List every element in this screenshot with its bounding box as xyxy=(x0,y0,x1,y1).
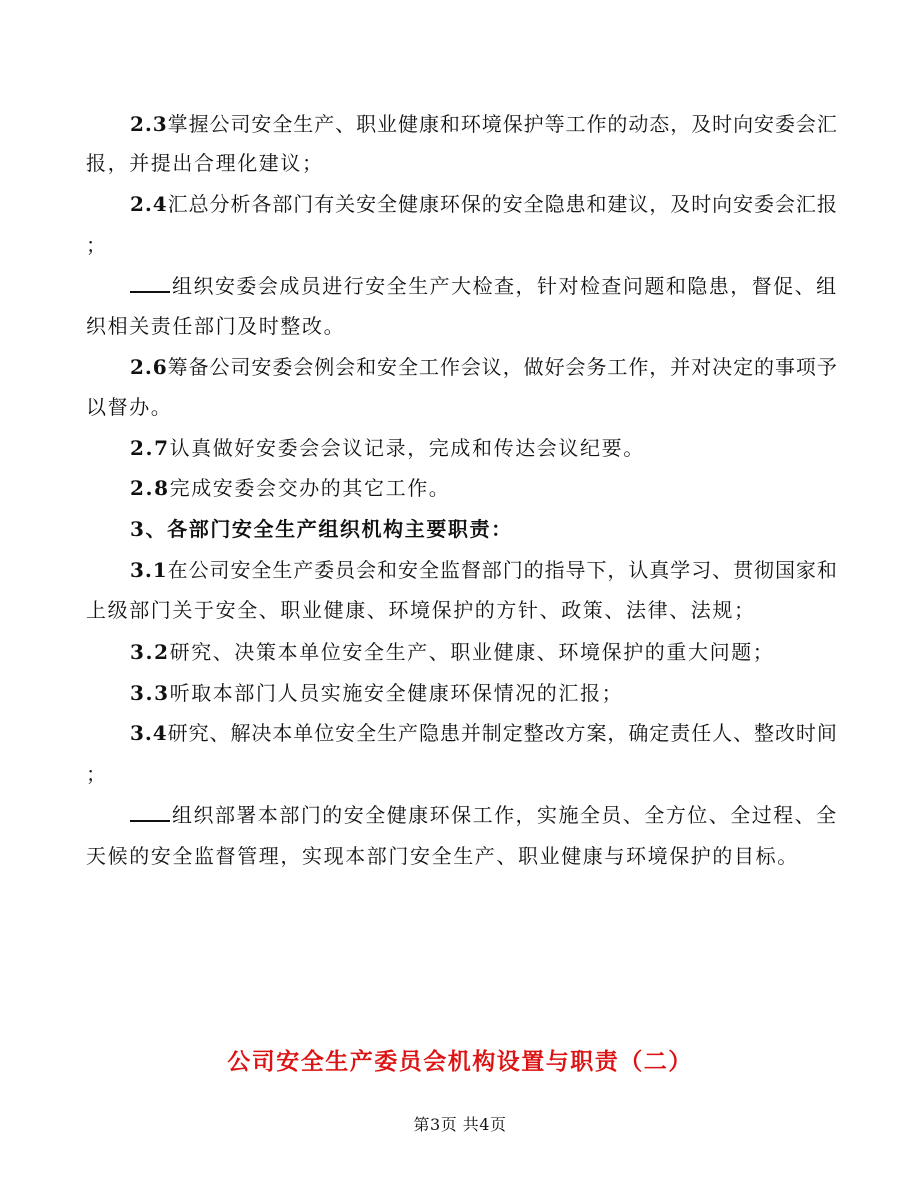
blank-underline xyxy=(130,802,170,822)
blank-underline xyxy=(130,273,170,293)
para-2-8-line-1 xyxy=(130,475,450,501)
clause-number: 2.7 xyxy=(130,436,170,460)
clause-number: 3.1 xyxy=(130,558,168,582)
para-3-5-line-1 xyxy=(130,802,838,828)
clause-number: 3.4 xyxy=(130,721,168,745)
clause-number: 2.8 xyxy=(130,476,170,500)
clause-text: 掌握公司安全生产、职业健康和环境保护等工作的动态，及时向安委会汇 xyxy=(167,112,838,136)
clause-text: 组织安委会成员进行安全生产大检查，针对检查问题和隐患，督促、组 xyxy=(172,274,838,298)
para-2-5-line-1 xyxy=(130,273,838,299)
clause-text: 听取本部门人员实施安全健康环保情况的汇报； xyxy=(169,681,624,705)
clause-number: 2.6 xyxy=(130,355,168,379)
clause-text: 认真做好安委会会议记录，完成和传达会议纪要。 xyxy=(169,436,645,460)
clause-text: 筹备公司安委会例会和安全工作会议，做好会务工作，并对决定的事项予 xyxy=(167,355,838,379)
section-title: 公司安全生产委员会机构设置与职责（二） xyxy=(227,1049,693,1075)
clause-text: 在公司安全生产委员会和安全监督部门的指导下，认真学习、贯彻国家和 xyxy=(167,558,838,582)
para-2-3-line-1 xyxy=(130,111,838,137)
clause-text: 汇总分析各部门有关安全健康环保的安全隐患和建议，及时向安委会汇报 xyxy=(167,192,838,216)
para-3-1-line-1 xyxy=(130,557,838,583)
clause-text: 完成安委会交办的其它工作。 xyxy=(169,476,451,500)
para-2-6-line-1 xyxy=(130,354,838,380)
clause-text: 组织部署本部门的安全健康环保工作，实施全员、全方位、全过程、全 xyxy=(172,803,838,827)
page-footer: 第3页 共4页 xyxy=(413,1115,507,1134)
clause-number: 2.4 xyxy=(130,192,168,216)
para-2-6-line-2: 以督办。 xyxy=(86,395,173,419)
para-3-3-line-1 xyxy=(130,680,623,706)
para-3-4-line-2: ； xyxy=(86,762,108,786)
para-3-2-line-1 xyxy=(130,639,774,665)
para-2-4-line-1 xyxy=(130,191,838,217)
para-2-5-line-2: 织相关责任部门及时整改。 xyxy=(86,314,346,338)
para-2-7-line-1 xyxy=(130,435,645,461)
clause-text: 研究、解决本单位安全生产隐患并制定整改方案，确定责任人、整改时间 xyxy=(167,721,838,745)
para-3-4-line-1 xyxy=(130,720,838,746)
para-3-5-line-2: 天候的安全监督管理，实现本部门安全生产、职业健康与环境保护的目标。 xyxy=(86,844,799,868)
clause-number: 3.2 xyxy=(130,640,170,664)
clause-number: 2.3 xyxy=(130,112,168,136)
clause-number: 3.3 xyxy=(130,681,170,705)
para-2-3-line-2: 报，并提出合理化建议； xyxy=(86,151,324,175)
para-2-4-line-2: ； xyxy=(86,233,108,257)
section-3-heading: 3、各部门安全生产组织机构主要职责： xyxy=(130,517,513,541)
para-3-1-line-2: 上级部门关于安全、职业健康、环境保护的方针、政策、法律、法规； xyxy=(86,598,756,622)
clause-text: 研究、决策本单位安全生产、职业健康、环境保护的重大问题； xyxy=(169,640,775,664)
